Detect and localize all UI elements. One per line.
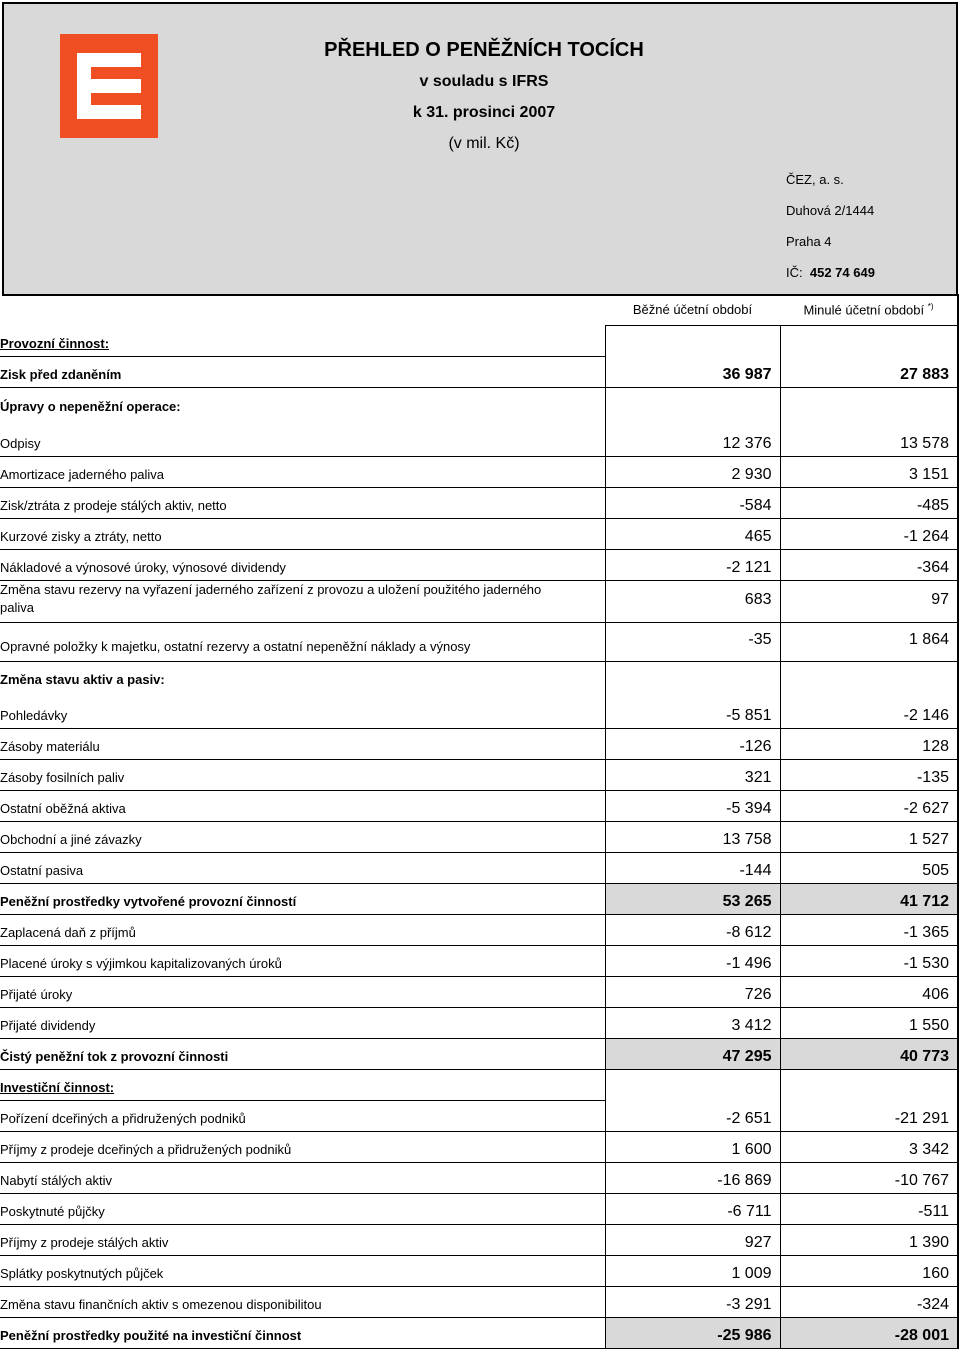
row-value-current: -3 291 xyxy=(605,1286,780,1317)
row-value-current: 2 930 xyxy=(605,456,780,487)
row-value-current: -8 612 xyxy=(605,914,780,945)
row-label: Nákladové a výnosové úroky, výnosové dividendy xyxy=(0,549,605,580)
table-row xyxy=(0,580,958,622)
row-value-current: 12 376 xyxy=(605,425,780,456)
report-header xyxy=(2,2,958,296)
table-row xyxy=(0,1162,958,1193)
company-name: ČEZ, a. s. xyxy=(786,172,844,187)
row-value-previous: -21 291 xyxy=(780,1100,958,1131)
row-value-previous: 1 390 xyxy=(780,1224,958,1255)
table-row xyxy=(0,1224,958,1255)
table-row xyxy=(0,622,958,661)
row-value-previous: -1 365 xyxy=(780,914,958,945)
row-label: Změna stavu rezervy na vyřazení jaderného zařízení z provozu a uložení použitého jaderného paliva xyxy=(0,580,605,622)
row-value-current: 36 987 xyxy=(605,356,780,387)
table-row xyxy=(0,821,958,852)
company-ic: IČ: 452 74 649 xyxy=(786,265,875,280)
row-label: Pohledávky xyxy=(0,697,605,728)
table-row xyxy=(0,1131,958,1162)
row-value-previous: -2 146 xyxy=(780,697,958,728)
table-row xyxy=(0,945,958,976)
row-value-current: -5 394 xyxy=(605,790,780,821)
row-label: Zisk/ztráta z prodeje stálých aktiv, netto xyxy=(0,487,605,518)
row-value-previous: 1 550 xyxy=(780,1007,958,1038)
table-row xyxy=(0,852,958,883)
table-row xyxy=(0,1255,958,1286)
row-label: Odpisy xyxy=(0,425,605,456)
company-info xyxy=(786,164,875,288)
row-value-previous: 13 578 xyxy=(780,425,958,456)
report-date: k 31. prosinci 2007 xyxy=(412,104,556,121)
row-label: Kurzové zisky a ztráty, netto xyxy=(0,518,605,549)
row-value-previous: -1 530 xyxy=(780,945,958,976)
row-label: Opravné položky k majetku, ostatní rezervy a ostatní nepeněžní náklady a výnosy xyxy=(0,622,605,661)
row-label: Peněžní prostředky použité na investiční činnost xyxy=(0,1317,605,1348)
row-label: Ostatní oběžná aktiva xyxy=(0,790,605,821)
report-standard: v souladu s IFRS xyxy=(419,73,549,90)
row-value-current: -126 xyxy=(605,728,780,759)
table-row xyxy=(0,387,958,425)
row-value-previous: -2 627 xyxy=(780,790,958,821)
row-value-current: -6 711 xyxy=(605,1193,780,1224)
table-row xyxy=(0,1286,958,1317)
row-value-current: 321 xyxy=(605,759,780,790)
row-value-previous: -10 767 xyxy=(780,1162,958,1193)
subtotal-row xyxy=(0,1038,958,1069)
subtotal-row xyxy=(0,1317,958,1348)
row-label: Obchodní a jiné závazky xyxy=(0,821,605,852)
column-header-row xyxy=(0,294,958,325)
row-value-current: 13 758 xyxy=(605,821,780,852)
column-previous-period: Minulé účetní období *) xyxy=(780,294,958,325)
row-value-current: 3 412 xyxy=(605,1007,780,1038)
row-label: Peněžní prostředky vytvořené provozní činností xyxy=(0,883,605,914)
row-value-previous: -324 xyxy=(780,1286,958,1317)
row-label: Čistý peněžní tok z provozní činnosti xyxy=(0,1038,605,1069)
row-value-previous: 1 527 xyxy=(780,821,958,852)
table-row xyxy=(0,759,958,790)
row-label: Nabytí stálých aktiv xyxy=(0,1162,605,1193)
row-value-previous: 1 864 xyxy=(780,622,958,661)
row-value-previous: 128 xyxy=(780,728,958,759)
section-row xyxy=(0,1069,958,1100)
row-label: Změna stavu finančních aktiv s omezenou disponibilitou xyxy=(0,1286,605,1317)
row-value-previous: 41 712 xyxy=(780,883,958,914)
row-value-previous: -485 xyxy=(780,487,958,518)
row-value-current: 47 295 xyxy=(605,1038,780,1069)
column-current-period: Běžné účetní období xyxy=(605,294,780,325)
row-label: Pořízení dceřiných a přidružených podniků xyxy=(0,1100,605,1131)
row-value-previous: 160 xyxy=(780,1255,958,1286)
section-operating: Provozní činnost: xyxy=(0,325,605,356)
row-label: Příjmy z prodeje dceřiných a přidružených podniků xyxy=(0,1131,605,1162)
subtotal-row xyxy=(0,883,958,914)
row-label: Změna stavu aktiv a pasiv: xyxy=(0,671,165,687)
table-row xyxy=(0,356,958,387)
row-value-current: -144 xyxy=(605,852,780,883)
table-row xyxy=(0,518,958,549)
table-row xyxy=(0,1100,958,1131)
table-row xyxy=(0,456,958,487)
row-value-previous: 505 xyxy=(780,852,958,883)
row-label: Zaplacená daň z příjmů xyxy=(0,914,605,945)
row-value-previous: -364 xyxy=(780,549,958,580)
table-row xyxy=(0,487,958,518)
table-row xyxy=(0,914,958,945)
row-value-current: 1 600 xyxy=(605,1131,780,1162)
row-value-previous: 3 151 xyxy=(780,456,958,487)
row-label: Poskytnuté půjčky xyxy=(0,1193,605,1224)
row-value-previous: -135 xyxy=(780,759,958,790)
company-street: Duhová 2/1444 xyxy=(786,203,875,218)
section-investing: Investiční činnost: xyxy=(0,1069,605,1100)
report-title-block xyxy=(254,34,714,159)
row-value-previous: 3 342 xyxy=(780,1131,958,1162)
cash-flow-table xyxy=(0,294,959,1349)
row-value-current: -16 869 xyxy=(605,1162,780,1193)
table-row xyxy=(0,425,958,456)
row-value-current: -25 986 xyxy=(605,1317,780,1348)
row-value-current: 927 xyxy=(605,1224,780,1255)
row-value-current: -1 496 xyxy=(605,945,780,976)
report-unit: (v mil. Kč) xyxy=(448,135,520,152)
section-row xyxy=(0,325,958,356)
company-city: Praha 4 xyxy=(786,234,832,249)
row-value-current: 53 265 xyxy=(605,883,780,914)
cez-logo-icon xyxy=(60,34,158,138)
row-label: Zásoby fosilních paliv xyxy=(0,759,605,790)
row-value-previous: 40 773 xyxy=(780,1038,958,1069)
row-value-current: -584 xyxy=(605,487,780,518)
row-value-previous: -1 264 xyxy=(780,518,958,549)
table-row xyxy=(0,1007,958,1038)
row-label: Ostatní pasiva xyxy=(0,852,605,883)
row-label: Úpravy o nepeněžní operace: xyxy=(0,398,181,414)
row-label: Příjmy z prodeje stálých aktiv xyxy=(0,1224,605,1255)
table-row xyxy=(0,728,958,759)
row-value-current: -35 xyxy=(605,622,780,661)
row-value-current: -2 651 xyxy=(605,1100,780,1131)
row-label: Zisk před zdaněním xyxy=(0,356,605,387)
row-label: Přijaté úroky xyxy=(0,976,605,1007)
row-value-current: -5 851 xyxy=(605,697,780,728)
row-value-previous: 406 xyxy=(780,976,958,1007)
table-row xyxy=(0,661,958,697)
table-row xyxy=(0,549,958,580)
row-value-previous: -28 001 xyxy=(780,1317,958,1348)
row-value-current: 465 xyxy=(605,518,780,549)
table-row xyxy=(0,697,958,728)
row-value-previous: 97 xyxy=(780,580,958,622)
row-value-current: 683 xyxy=(605,580,780,622)
table-row xyxy=(0,790,958,821)
row-label: Amortizace jaderného paliva xyxy=(0,456,605,487)
row-label: Přijaté dividendy xyxy=(0,1007,605,1038)
table-row xyxy=(0,1193,958,1224)
row-label: Placené úroky s výjimkou kapitalizovaných úroků xyxy=(0,945,605,976)
row-value-current: -2 121 xyxy=(605,549,780,580)
row-value-previous: 27 883 xyxy=(780,356,958,387)
row-label: Splátky poskytnutých půjček xyxy=(0,1255,605,1286)
report-title: PŘEHLED O PENĚŽNÍCH TOCÍCH xyxy=(324,39,644,61)
table-row xyxy=(0,976,958,1007)
row-value-previous: -511 xyxy=(780,1193,958,1224)
row-value-current: 1 009 xyxy=(605,1255,780,1286)
row-value-current: 726 xyxy=(605,976,780,1007)
row-label: Zásoby materiálu xyxy=(0,728,605,759)
